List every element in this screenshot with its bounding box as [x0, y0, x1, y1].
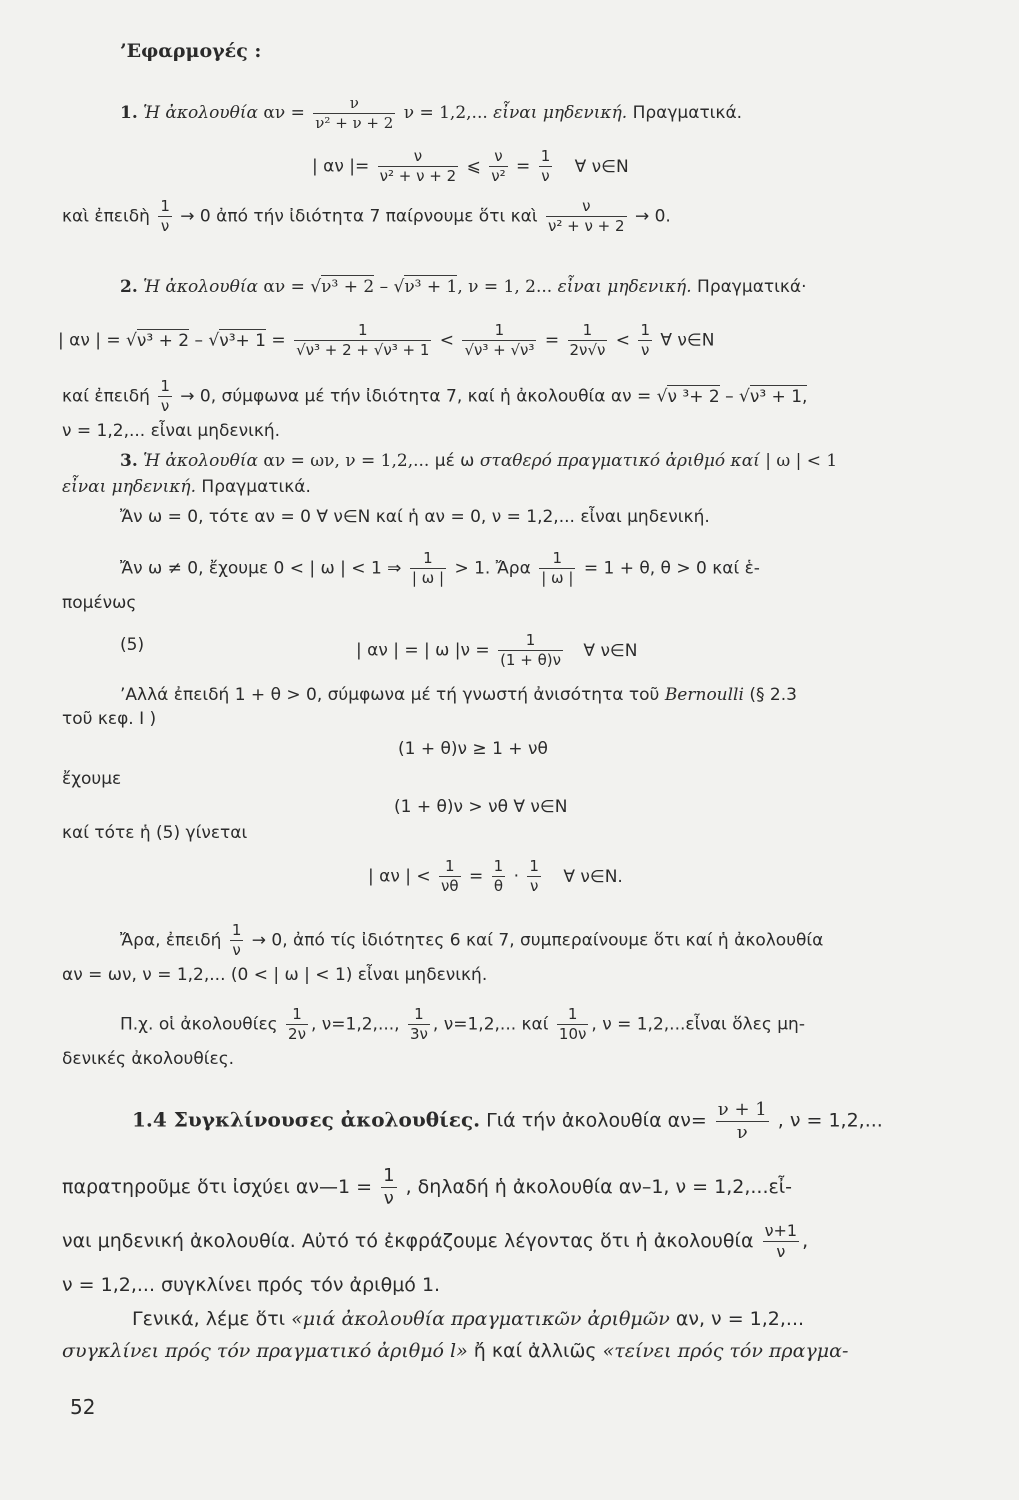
example-3-line-12: καί τότε ἡ (5) γίνεται [62, 823, 248, 843]
fraction: $\frac{\nu}{\text{ν² + ν + 2}}$ [548, 197, 625, 235]
example-3-line-2: εἶναι μηδενική. Πραγματικά. [62, 477, 311, 497]
example-3-line-13: | αν | < $\frac{1}{\nu\theta}$ = $\frac{1}{\theta}$ · $\frac{1}{\nu}$ ∀ ν∈N. [368, 857, 623, 895]
text: εἶναι μηδενική. [493, 103, 628, 123]
example-3-line-7: ’Αλλά ἐπειδή 1 + θ > 0, σύμφωνα μέ τή γνωστή ἀνισότητα τοῦ Bernoulli (§ 2.3 [120, 685, 797, 705]
example-3-line-16: Π.χ. οἱ ἀκολουθίες $\frac{1}{2\nu}$ , ν=1,2,..., $\frac{1}{3\nu}$ , ν=1,2,... καί $\frac{1}{10\nu}$ , ν = 1,2,...εἶναι ὅλες μη- [120, 1005, 805, 1043]
fraction: $\frac{1}{\nu}$ [540, 147, 551, 185]
section-title: 1.4 Συγκλίνουσες ἀκολουθίες. [132, 1107, 481, 1132]
fraction: $\frac{1}{| \omega |}$ [541, 549, 574, 587]
example-1-line-2: | αν |= $\frac{\nu}{\text{ν² + ν + 2}}$ ⩽ $\frac{\nu}{\text{ν²}}$ = $\frac{1}{\nu}$ ∀ ν∈N [312, 147, 629, 185]
fraction: $\frac{1}{\text{√ν³ + √ν³}}$ [464, 321, 535, 359]
fraction: $\frac{1}{\nu}$ [160, 197, 170, 235]
example-3-line-4: Ἄν ω ≠ 0, ἔχουμε 0 < | ω | < 1 ⇒ $\frac{1}{| \omega |}$ > 1. Ἄρα $\frac{1}{| \omega |}$ = 1 + θ, θ > 0 καί ἑ- [120, 549, 760, 587]
page-number: 52 [70, 1395, 96, 1419]
fraction: $\frac{1}{| \omega |}$ [411, 549, 445, 587]
fraction: $\frac{1}{\theta}$ [493, 857, 504, 895]
section-1-4-line-5: Γενικά, λέμε ὅτι «μιά ἀκολουθία πραγματικῶν ἀριθμῶν αν, ν = 1,2,... [132, 1308, 805, 1330]
text: Ἡ ἀκολουθία [143, 103, 259, 123]
fraction: $\frac{\nu+1}{\nu}$ [764, 1221, 798, 1261]
fraction: $\frac{1}{3\nu}$ [409, 1005, 428, 1043]
example-3-line-17: δενικές ἀκολουθίες. [62, 1049, 235, 1069]
example-3-line-15: αν = ων, ν = 1,2,... (0 < | ω | < 1) εἶναι μηδενική. [62, 965, 488, 985]
fraction: $\frac{1}{\nu}$ [383, 1165, 395, 1209]
fraction: $\frac{1}{\nu}$ [529, 857, 539, 895]
example-1-line-3: καὶ ἐπειδὴ $\frac{1}{\nu}$ → 0 ἀπό τήν ἰδιότητα 7 παίρνουμε ὅτι καὶ $\frac{\nu}{\text{ν² + ν + 2}}$ → 0. [62, 197, 671, 235]
fraction: $\frac{1}{(1 + \theta)\nu}$ [500, 631, 561, 669]
fraction: $\frac{1}{2\nu}$ [288, 1005, 306, 1043]
fraction: $\frac{1}{10\nu}$ [558, 1005, 587, 1043]
math: αν = [263, 103, 305, 123]
text: Πραγματικά. [632, 103, 743, 123]
example-number: 3. [120, 451, 138, 471]
fraction: $\frac{1}{\nu\theta}$ [441, 857, 459, 895]
fraction: $\frac{\nu + 1}{\nu}$ [717, 1099, 767, 1143]
math: ν = 1,2,... [403, 103, 488, 123]
example-1-line-1 [120, 95, 742, 132]
fraction: $\frac{1}{\nu}$ [160, 377, 170, 415]
fraction: $\frac{\nu}{\text{ν² + ν + 2}}$ [379, 147, 457, 185]
bernoulli-inequality: (1 + θ)ν ≥ 1 + νθ [398, 739, 548, 759]
example-3-line-14: Ἄρα, ἐπειδή $\frac{1}{\nu}$ → 0, ἀπό τίς ἰδιότητες 6 καί 7, συμπεραίνουμε ὅτι καί ἡ ἀκολουθία [120, 921, 824, 959]
fraction: $\frac{\nu}{\text{ν²}}$ [491, 147, 506, 185]
example-number: 1. [120, 103, 138, 123]
fraction: $\frac{1}{\nu}$ [231, 921, 242, 959]
section-1-4-line-2: παρατηροῦμε ὅτι ἰσχύει αν—1 = $\frac{1}{\nu}$ , δηλαδή ἡ ἀκολουθία αν–1, ν = 1,2,...εἶ- [62, 1165, 793, 1209]
equation-5: | αν | = | ω |ν = $\frac{1}{(1 + \theta)\nu}$ ∀ ν∈N [356, 631, 638, 669]
example-3-line-5: πομένως [62, 593, 137, 613]
section-1-4-line-4: ν = 1,2,... συγκλίνει πρός τόν ἀριθμό 1. [62, 1274, 441, 1296]
fraction: $\frac{1}{\text{√ν³ + 2 + √ν³ + 1}}$ [296, 321, 430, 359]
example-3-line-1: 3. Ἡ ἀκολουθία αν = ων, ν = 1,2,... μέ ω σταθερό πραγματικό ἀριθμό καί | ω | < 1 [120, 451, 838, 471]
inequality: (1 + θ)ν > νθ ∀ ν∈N [394, 797, 568, 817]
equation-label: (5) [120, 635, 145, 655]
example-2-line-1: 2. Ἡ ἀκολουθία αν = √ν³ + 2 – √ν³ + 1, ν = 1, 2... εἶναι μηδενική. Πραγματικά· [120, 277, 807, 297]
example-2-line-2: | αν | = √ν³ + 2 – √ν³+ 1 = $\frac{1}{\text{√ν³ + 2 + √ν³ + 1}}$ < $\frac{1}{\text{√ν³ + √ν³}}$ = $\frac{1}{2\nu√\nu}$ < $\frac{1}{\nu}$ ∀ ν∈N [58, 321, 715, 359]
example-2-line-3: καί ἐπειδή $\frac{1}{\nu}$ → 0, σύμφωνα μέ τήν ἰδιότητα 7, καί ἡ ἀκολουθία αν = √ν ³+ 2 – √ν³ + 1, [62, 377, 808, 415]
example-2-line-4: ν = 1,2,... εἶναι μηδενική. [62, 421, 281, 441]
fraction: $\frac{\nu}{\text{ν² + ν + 2}}$ [315, 94, 394, 132]
section-1-4-line-3: ναι μηδενική ἀκολουθία. Αὐτό τό ἐκφράζουμε λέγοντας ὅτι ἡ ἀκολουθία $\frac{\nu+1}{\nu}$ , [62, 1221, 809, 1261]
section-1-4-line-6: συγκλίνει πρός τόν πραγματικό ἀριθμό l» ἤ καί ἀλλιῶς «τείνει πρός τόν πραγμα- [62, 1340, 849, 1362]
section-heading: ’Εφαρμογές : [120, 40, 262, 62]
fraction: $\frac{1}{2\nu√\nu}$ [569, 321, 606, 359]
example-3-line-8: τοῦ κεφ. I ) [62, 709, 157, 729]
fraction: $\frac{1}{\nu}$ [640, 321, 650, 359]
example-3-line-3: Ἄν ω = 0, τότε αν = 0 ∀ ν∈N καί ἡ αν = 0, ν = 1,2,... εἶναι μηδενική. [120, 507, 710, 527]
section-1-4-line-1: 1.4 Συγκλίνουσες ἀκολουθίες. Γιά τήν ἀκολουθία αν= $\frac{\nu + 1}{\nu}$ , ν = 1,2,... [132, 1099, 883, 1143]
example-number: 2. [120, 277, 138, 297]
example-3-line-10: ἔχουμε [62, 769, 122, 789]
